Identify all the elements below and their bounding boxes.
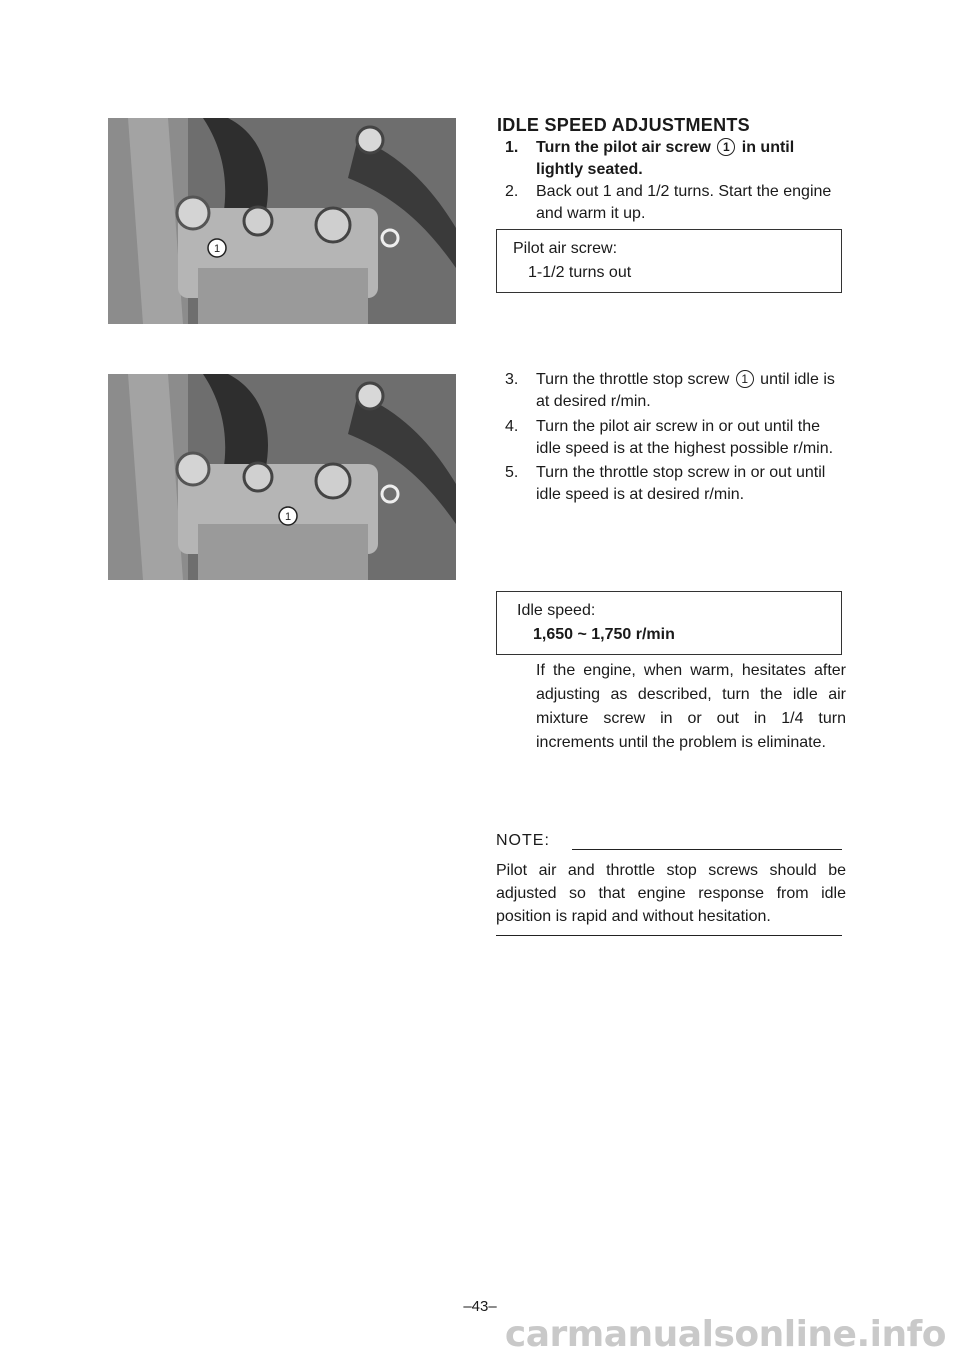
step-number: 4. xyxy=(505,418,519,435)
step-text: Turn the pilot air screw in or out until the idle speed is at the highest possible r/min. xyxy=(536,418,834,457)
photo-callout-1: 1 xyxy=(213,243,221,255)
carburetor-photo-throttle-screw xyxy=(108,374,456,580)
step-number: 3. xyxy=(505,371,519,388)
note-title: NOTE: xyxy=(496,832,550,849)
spec-label: Pilot air screw: xyxy=(513,240,618,257)
step-number: 5. xyxy=(505,464,519,481)
note-text: Pilot air and throttle stop screws should be adjusted so that engine response from idle position is rapid and without hesitation. xyxy=(496,862,846,925)
carburetor-photo-pilot-screw xyxy=(108,118,456,324)
step-number: 2. xyxy=(505,183,519,200)
step-2 xyxy=(505,181,845,225)
step-5 xyxy=(505,462,845,506)
page-number: –43– xyxy=(463,1298,497,1315)
step-1 xyxy=(505,137,845,181)
spec-box-pilot-air-screw xyxy=(496,229,842,293)
carburetor-photo-image xyxy=(108,374,456,580)
step-text: Back out 1 and 1/2 turns. Start the engine and warm it up. xyxy=(536,183,832,222)
spec-value: 1-1/2 turns out xyxy=(528,264,632,281)
carburetor-photo-image xyxy=(108,118,456,324)
step-number: 1. xyxy=(505,139,519,156)
step-4 xyxy=(505,416,845,460)
step-text: Turn the pilot air screw xyxy=(536,139,711,156)
spec-value: 1,650 ~ 1,750 r/min xyxy=(533,626,675,643)
photo-callout-1: 1 xyxy=(284,511,292,523)
step-text: Turn the throttle stop screw in or out until idle speed is at desired r/min. xyxy=(536,464,826,503)
spec-label: Idle speed: xyxy=(517,602,596,619)
note-end-divider xyxy=(496,935,842,936)
callout-1-icon: 1 xyxy=(717,138,735,156)
watermark: carmanualsonline.info xyxy=(504,1314,946,1355)
step-text: Turn the throttle stop screw xyxy=(536,371,730,388)
spec-box-idle-speed xyxy=(496,591,842,655)
section-heading: IDLE SPEED ADJUSTMENTS xyxy=(497,115,750,135)
step-text: in until lightly seated. xyxy=(536,139,795,178)
hesitation-paragraph: If the engine, when warm, hesitates after adjusting as described, turn the idle air mixture screw in or out in 1/4 turn increments until the problem is eliminate. xyxy=(536,662,846,751)
note-divider xyxy=(572,849,842,850)
step-3 xyxy=(505,369,845,413)
callout-1-icon: 1 xyxy=(736,370,754,388)
step-text: until idle is at desired r/min. xyxy=(536,371,835,410)
